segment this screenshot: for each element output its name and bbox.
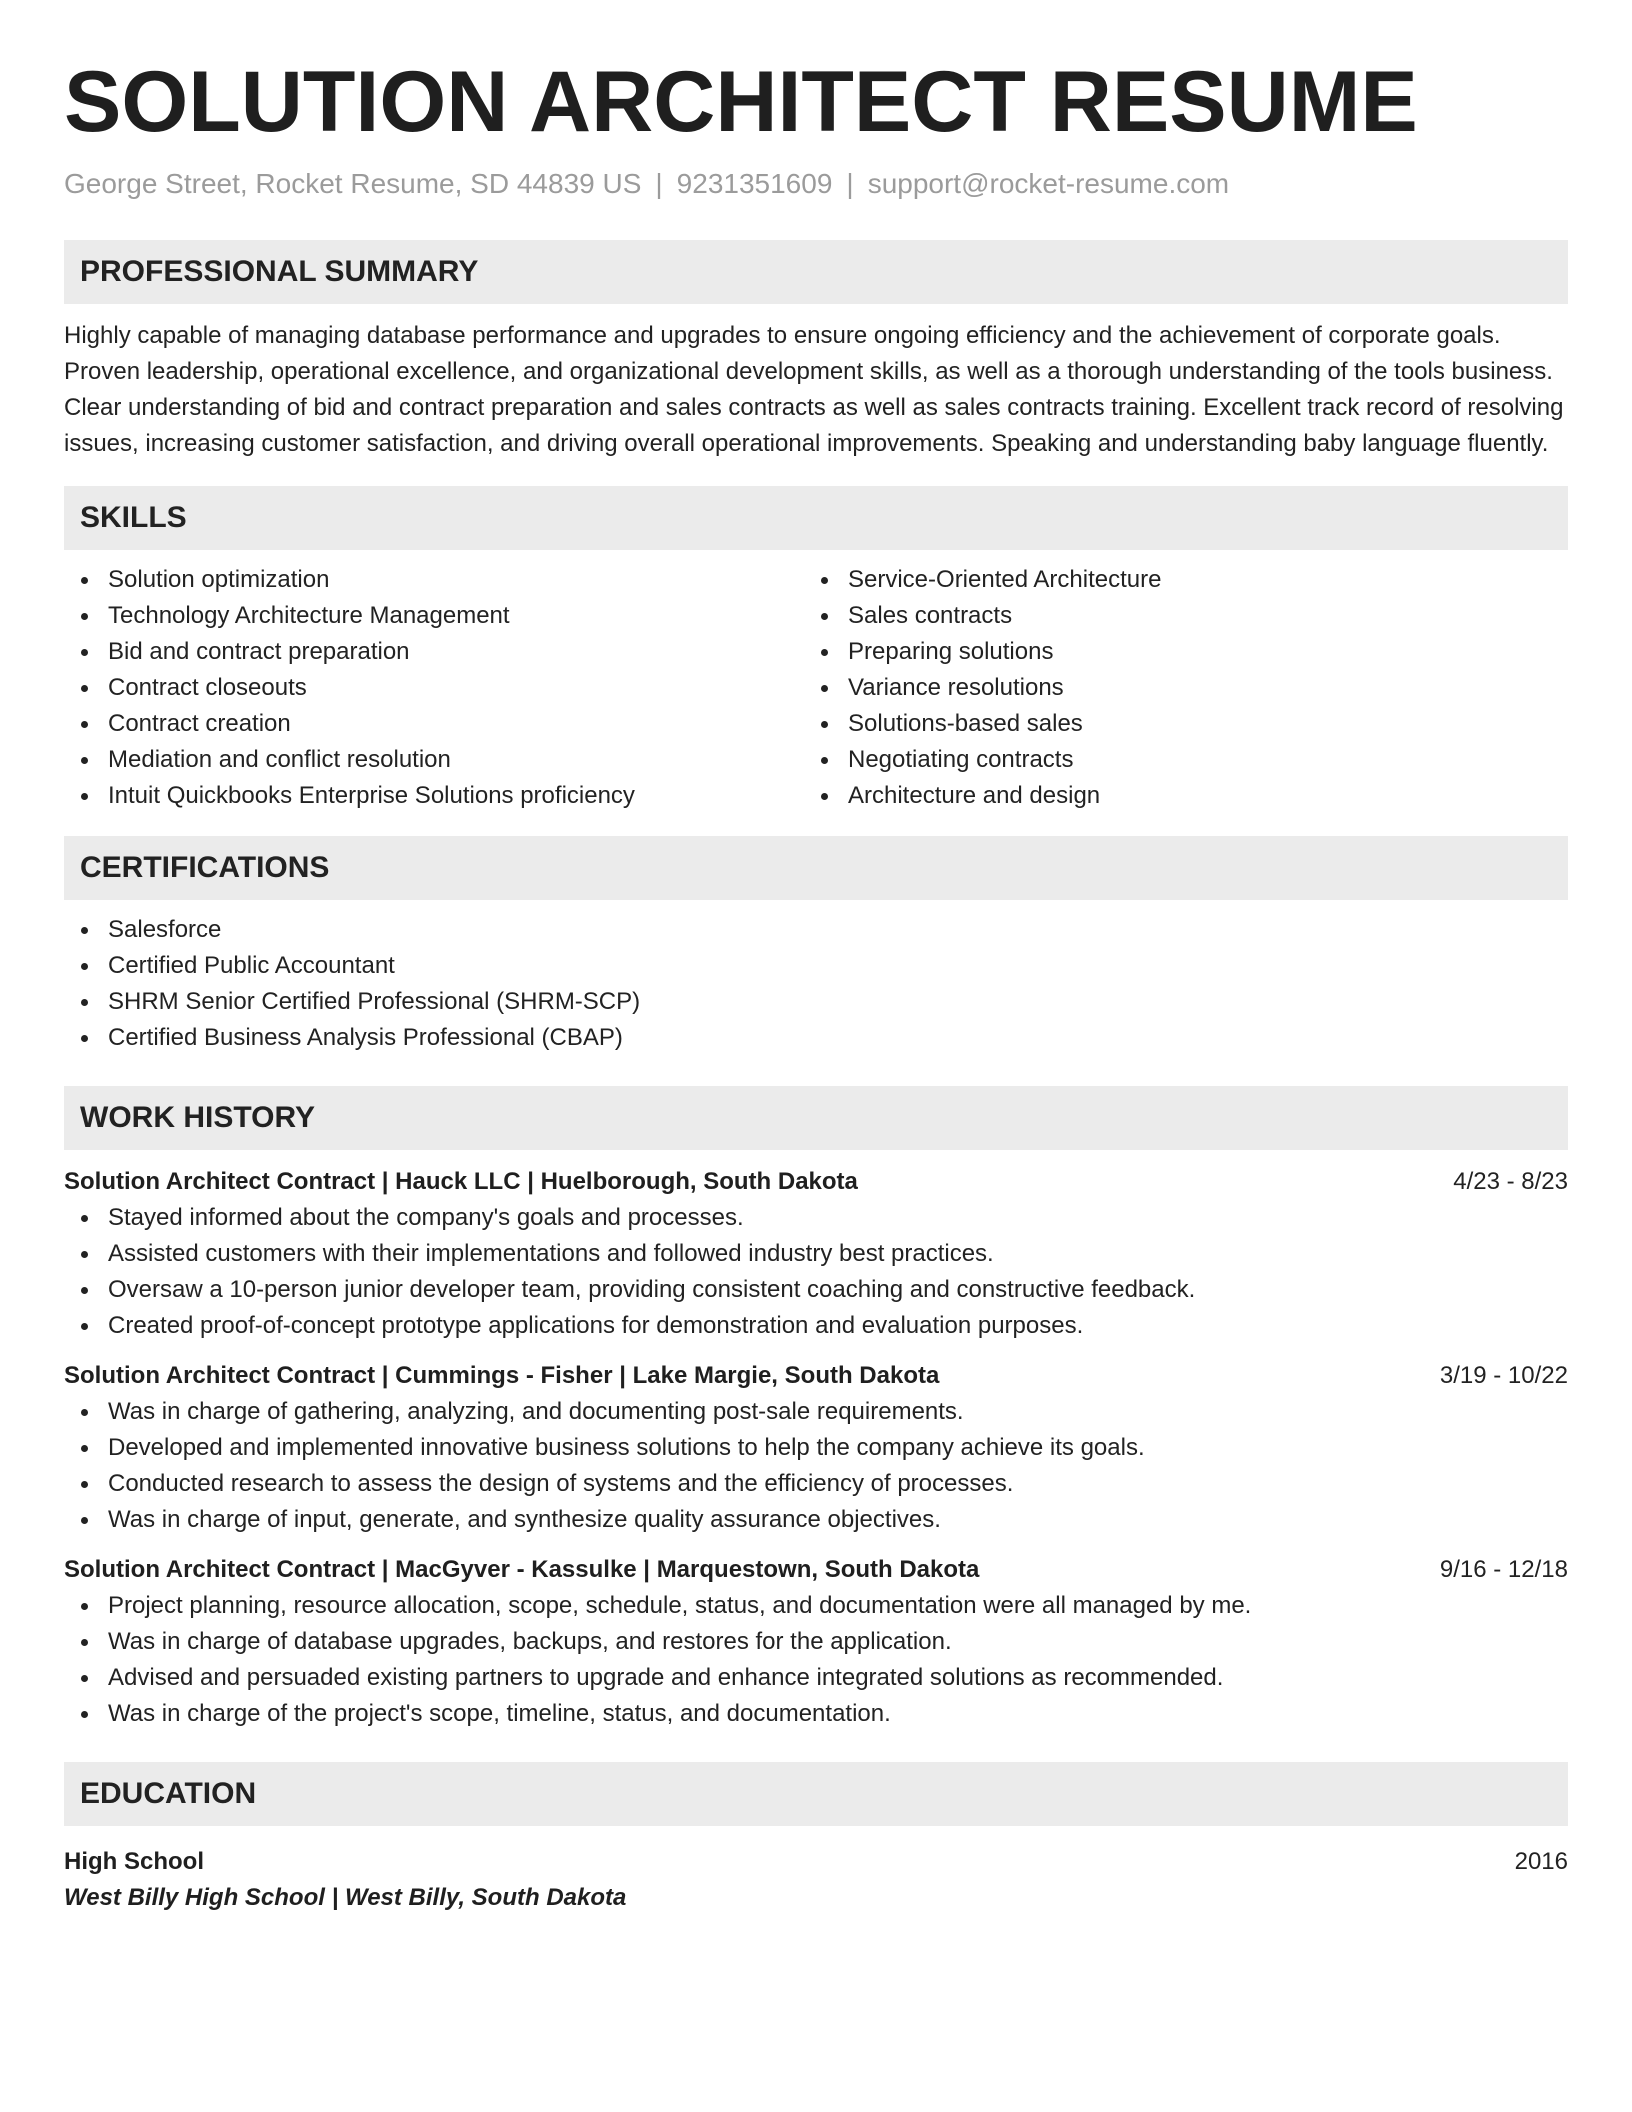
- skills-heading: SKILLS: [64, 486, 1568, 550]
- job-bullet: Was in charge of the project's scope, timeline, status, and documentation.: [64, 1696, 1568, 1732]
- phone-text: 9231351609: [676, 168, 833, 199]
- certifications-list: [64, 912, 1568, 1056]
- skill-item: Solution optimization: [64, 562, 804, 598]
- skill-item: Negotiating contracts: [804, 742, 1544, 778]
- job-dates: 4/23 - 8/23: [1453, 1168, 1568, 1195]
- certification-item: Certified Public Accountant: [64, 948, 1568, 984]
- skill-item: Mediation and conflict resolution: [64, 742, 804, 778]
- skill-item: Intuit Quickbooks Enterprise Solutions proficiency: [64, 778, 804, 814]
- job-bullets: [64, 1588, 1568, 1732]
- skill-item: Technology Architecture Management: [64, 598, 804, 634]
- education-header: [64, 1844, 1568, 1880]
- certification-item: Salesforce: [64, 912, 1568, 948]
- job-title: Solution Architect Contract | Cummings - Fisher | Lake Margie, South Dakota: [64, 1362, 940, 1389]
- job-entry: [64, 1358, 1568, 1538]
- skill-item: Solutions-based sales: [804, 706, 1544, 742]
- job-bullets: [64, 1200, 1568, 1344]
- skills-grid: [64, 562, 1568, 814]
- job-header: [64, 1552, 1568, 1588]
- job-entry: [64, 1164, 1568, 1344]
- skill-item: Contract creation: [64, 706, 804, 742]
- summary-heading: PROFESSIONAL SUMMARY: [64, 240, 1568, 304]
- certifications-heading: CERTIFICATIONS: [64, 836, 1568, 900]
- skills-list-right: [804, 562, 1544, 814]
- certification-item: Certified Business Analysis Professional (CBAP): [64, 1020, 1568, 1056]
- job-title: Solution Architect Contract | Hauck LLC | Huelborough, South Dakota: [64, 1168, 858, 1195]
- skill-item: Service-Oriented Architecture: [804, 562, 1544, 598]
- skills-list-left: [64, 562, 804, 814]
- job-title: Solution Architect Contract | MacGyver - Kassulke | Marquestown, South Dakota: [64, 1556, 980, 1583]
- summary-text: Highly capable of managing database performance and upgrades to ensure ongoing efficiency and the achievement of corporate goals. Proven leadership, operational excellence, and organizational development skills, as well as a thorough understanding of the tools business. Clear understanding of bid and contract preparation and sales contracts as well as sales contracts training. Excellent track record of resolving issues, increasing customer satisfaction, and driving overall operational improvements. Speaking and understanding baby language fluently.: [64, 322, 1564, 457]
- education-degree: High School: [64, 1848, 204, 1875]
- job-bullet: Was in charge of database upgrades, backups, and restores for the application.: [64, 1624, 1568, 1660]
- skill-item: Sales contracts: [804, 598, 1544, 634]
- education-heading: EDUCATION: [64, 1762, 1568, 1826]
- skill-item: Architecture and design: [804, 778, 1544, 814]
- job-bullet: Created proof-of-concept prototype applications for demonstration and evaluation purposes.: [64, 1308, 1568, 1344]
- job-bullets: [64, 1394, 1568, 1538]
- skill-item: Preparing solutions: [804, 634, 1544, 670]
- job-bullet: Conducted research to assess the design of systems and the efficiency of processes.: [64, 1466, 1568, 1502]
- page-title: SOLUTION ARCHITECT RESUME: [64, 54, 1418, 150]
- job-bullet: Was in charge of gathering, analyzing, and documenting post-sale requirements.: [64, 1394, 1568, 1430]
- job-bullet: Developed and implemented innovative business solutions to help the company achieve its goals.: [64, 1430, 1568, 1466]
- job-entry: [64, 1552, 1568, 1732]
- job-header: [64, 1164, 1568, 1200]
- work-history-heading: WORK HISTORY: [64, 1086, 1568, 1150]
- job-bullet: Was in charge of input, generate, and synthesize quality assurance objectives.: [64, 1502, 1568, 1538]
- education-school: West Billy High School | West Billy, South Dakota: [64, 1884, 627, 1911]
- job-dates: 3/19 - 10/22: [1439, 1362, 1568, 1389]
- job-bullet: Project planning, resource allocation, scope, schedule, status, and documentation were all managed by me.: [64, 1588, 1568, 1624]
- job-dates: 9/16 - 12/18: [1439, 1556, 1568, 1583]
- contact-line: [64, 166, 1568, 202]
- skill-item: Bid and contract preparation: [64, 634, 804, 670]
- skill-item: Variance resolutions: [804, 670, 1544, 706]
- education-year: 2016: [1514, 1848, 1568, 1875]
- certification-item: SHRM Senior Certified Professional (SHRM-SCP): [64, 984, 1568, 1020]
- job-bullet: Oversaw a 10-person junior developer team, providing consistent coaching and constructive feedback.: [64, 1272, 1568, 1308]
- skill-item: Contract closeouts: [64, 670, 804, 706]
- job-bullet: Assisted customers with their implementations and followed industry best practices.: [64, 1236, 1568, 1272]
- job-bullet: Advised and persuaded existing partners to upgrade and enhance integrated solutions as recommended.: [64, 1660, 1568, 1696]
- address-text: George Street, Rocket Resume, SD 44839 US: [64, 168, 642, 199]
- job-header: [64, 1358, 1568, 1394]
- job-bullet: Stayed informed about the company's goals and processes.: [64, 1200, 1568, 1236]
- contact-separator: |: [846, 168, 854, 199]
- contact-separator: |: [655, 168, 663, 199]
- email-text: support@rocket-resume.com: [867, 168, 1230, 199]
